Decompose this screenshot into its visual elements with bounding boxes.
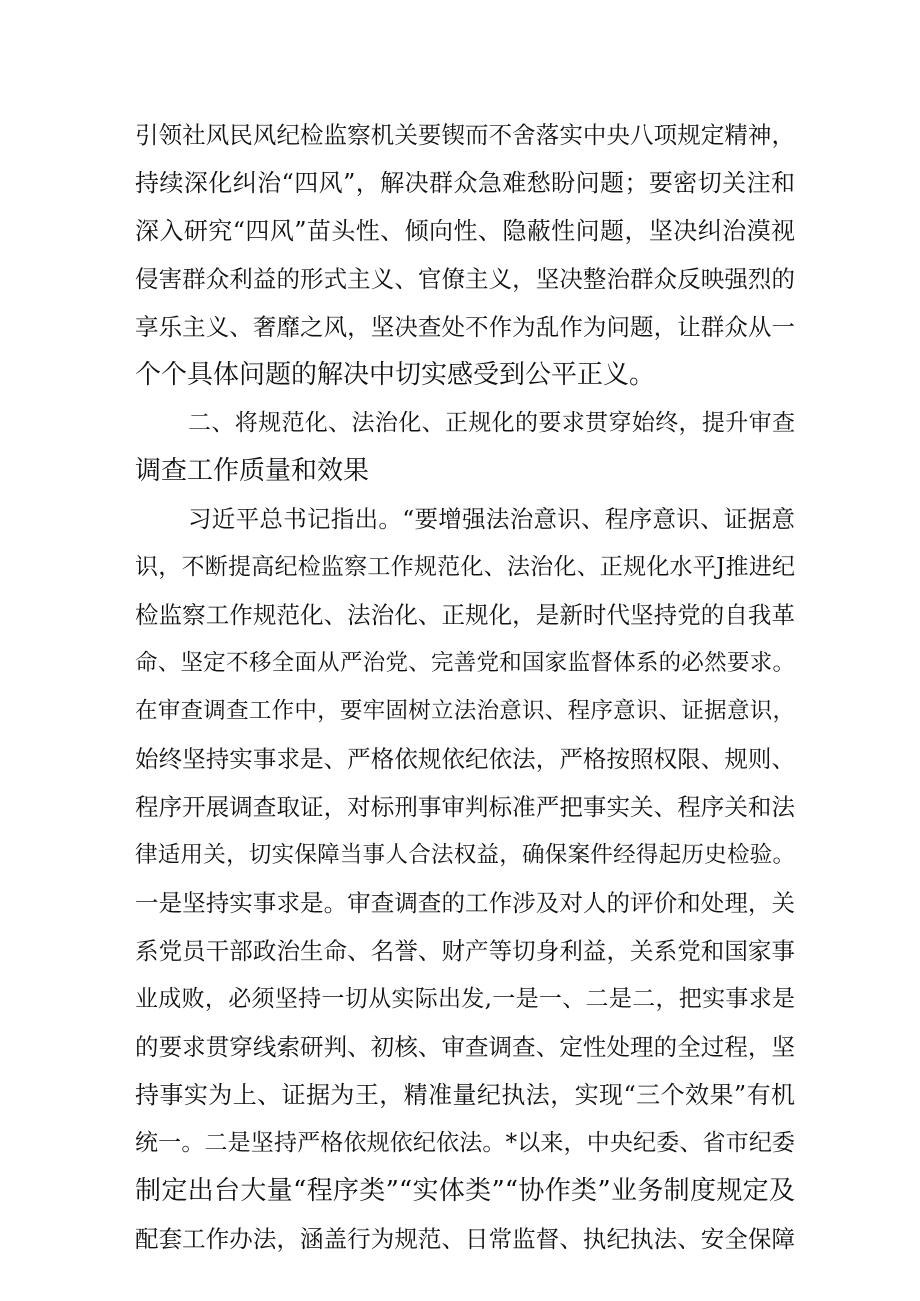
body-text-line: 持事实为上、证据为王，精准量纪执法，实现“三个效果”有机 — [135, 1081, 795, 1109]
section-heading-line: 二、将规范化、法治化、正规化的要求贯穿始终，提升审查 — [188, 410, 795, 436]
body-text-line: 引领社风民风纪检监察机关要锲而不舍落实中央八项规定精神， — [135, 121, 795, 149]
body-text-line: 业成败，必须坚持一切从实际出发,一是一、二是二，把实事求是 — [135, 986, 795, 1012]
section-heading-line: 调查工作质量和效果 — [135, 456, 370, 486]
body-text-line: 程序开展调查取证，对标刑事审判标准严把事实关、程序关和法 — [135, 793, 795, 821]
body-text-line: 个个具体问题的解决中切实感受到公平正义。 — [135, 360, 656, 390]
body-text-line: 命、坚定不移全面从严治党、完善党和国家监督体系的必然要求。 — [135, 650, 795, 676]
body-text-line: 制定出台大量“程序类”“实体类”“协作类”业务制度规定及 — [135, 1176, 795, 1206]
body-text-line: 统一。二是坚持严格依规依纪依法。*以来，中央纪委、省市纪委 — [135, 1130, 795, 1156]
body-text-line: 始终坚持实事求是、严格依规依纪依法，严格按照权限、规则、 — [135, 745, 795, 773]
body-text-line: 侵害群众利益的形式主义、官僚主义，坚决整治群众反映强烈的 — [135, 265, 795, 293]
body-text-line: 识，不断提高纪检监察工作规范化、法治化、正规化水平J推进纪 — [135, 554, 795, 580]
body-text-line: 系党员干部政治生命、名誉、财产等切身利益，关系党和国家事 — [135, 937, 795, 965]
body-text-line: 检监察工作规范化、法治化、正规化，是新时代坚持党的自我革 — [135, 601, 795, 629]
body-text-line: 持续深化纠治“四风”，解决群众急难愁盼问题；要密切关注和 — [135, 169, 795, 197]
body-text-line: 配套工作办法，涵盖行为规范、日常监督、执纪执法、安全保障 — [135, 1225, 795, 1253]
body-text-line: 深入研究“四风”苗头性、倾向性、隐蔽性问题，坚决纠治漠视 — [135, 217, 795, 245]
body-text-line: 律适用关，切实保障当事人合法权益，确保案件经得起历史检验。 — [135, 842, 795, 868]
body-text-line: 习近平总书记指出。“要增强法治意识、程序意识、证据意 — [188, 505, 795, 533]
body-text-line: 一是坚持实事求是。审查调查的工作涉及对人的评价和处理，关 — [135, 889, 795, 917]
body-text-line: 享乐主义、奢靡之风，坚决查处不作为乱作为问题，让群众从一 — [135, 313, 795, 341]
body-text-line: 的要求贯穿线索研判、初核、审查调查、定性处理的全过程，坚 — [135, 1033, 795, 1061]
body-text-line: 在审查调查工作中，要牢固树立法治意识、程序意识、证据意识， — [135, 698, 795, 724]
